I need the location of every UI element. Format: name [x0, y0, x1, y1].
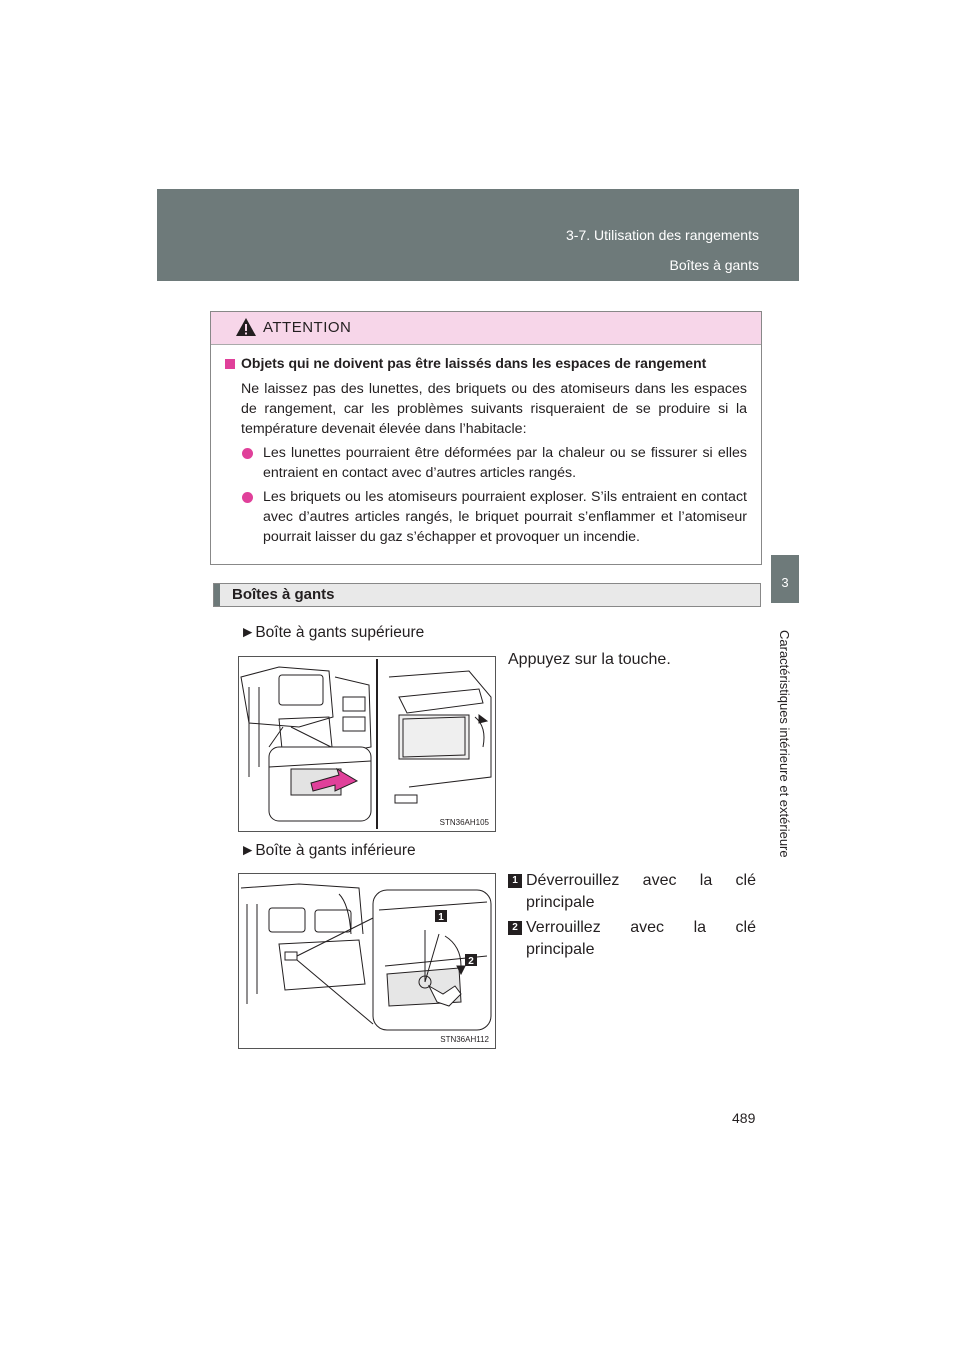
upper-instruction: Appuyez sur la touche.: [508, 651, 671, 668]
step-number: 1: [508, 874, 522, 888]
lower-glovebox-illustration: [239, 874, 495, 1048]
circle-bullet-icon: [242, 448, 253, 459]
step-word: la: [699, 872, 713, 889]
attention-paragraph: Ne laissez pas des lunettes, des briquets ou des atomiseurs dans les espaces de rangement, car les problèmes suivants risqueraient de se produire si la température devenait élevée dans l’habitacle:: [241, 381, 747, 437]
page-number: 489: [732, 1110, 756, 1126]
upper-glovebox-figure: [238, 656, 496, 832]
step-word: avec: [630, 919, 665, 936]
step-line-1: [508, 870, 756, 892]
step-line-1: [508, 917, 756, 939]
step-word: avec: [642, 872, 677, 889]
callout-label: 2: [468, 956, 474, 967]
attention-body: [211, 345, 761, 547]
section-title-bar: [213, 583, 761, 607]
lower-figure-code: STN36AH112: [440, 1035, 489, 1044]
warning-icon: [235, 317, 257, 337]
attention-bullet-text: Les lunettes pourraient être déformées par la chaleur ou se fissurer si elles entraient en contact avec d’autres articles rangés.: [263, 445, 747, 481]
upper-figure-code: STN36AH105: [439, 818, 489, 827]
step-unlock: [508, 870, 756, 914]
attention-heading-text: Objets qui ne doivent pas être laissés dans les espaces de rangement: [241, 355, 707, 371]
step-line-2: principale: [526, 894, 595, 911]
lower-glovebox-figure: [238, 873, 496, 1049]
step-word: clé: [735, 919, 756, 936]
chapter-number: 3: [781, 575, 789, 590]
chapter-tab: [771, 281, 799, 555]
section-accent: [214, 584, 220, 606]
callout-label: 1: [438, 912, 444, 923]
step-word: Déverrouillez: [526, 872, 620, 889]
step-number: 2: [508, 921, 522, 935]
section-title: Boîtes à gants: [232, 586, 335, 603]
square-bullet-icon: [225, 359, 235, 369]
attention-box: [210, 311, 762, 565]
upper-glovebox-illustration: [239, 657, 495, 831]
step-lock: [508, 917, 756, 961]
upper-glovebox-heading: ►Boîte à gants supérieure: [240, 624, 425, 641]
attention-header: [211, 312, 761, 345]
attention-title: ATTENTION: [263, 319, 352, 336]
chapter-label: Caractéristiques intérieure et extérieure: [777, 630, 792, 858]
header-section-title: 3-7. Utilisation des rangements: [566, 227, 759, 243]
header-band: [157, 189, 799, 281]
attention-bullet: [225, 487, 747, 547]
step-word: Verrouillez: [526, 919, 601, 936]
step-word: clé: [735, 872, 756, 889]
step-line-2: principale: [526, 941, 595, 958]
attention-bullet-text: Les briquets ou les atomiseurs pourraient exploser. S’ils entraient en contact avec d’autres articles rangés, le briquet pourrait s’enflammer et l’atomiseur pourrait laisser du gaz s’échapper et provoquer un incendie.: [263, 489, 747, 545]
attention-heading: [225, 353, 747, 373]
circle-bullet-icon: [242, 492, 253, 503]
lower-glovebox-heading: ►Boîte à gants inférieure: [240, 842, 416, 859]
attention-bullet: [225, 443, 747, 483]
step-word: la: [693, 919, 707, 936]
header-subsection-title: Boîtes à gants: [669, 257, 759, 273]
